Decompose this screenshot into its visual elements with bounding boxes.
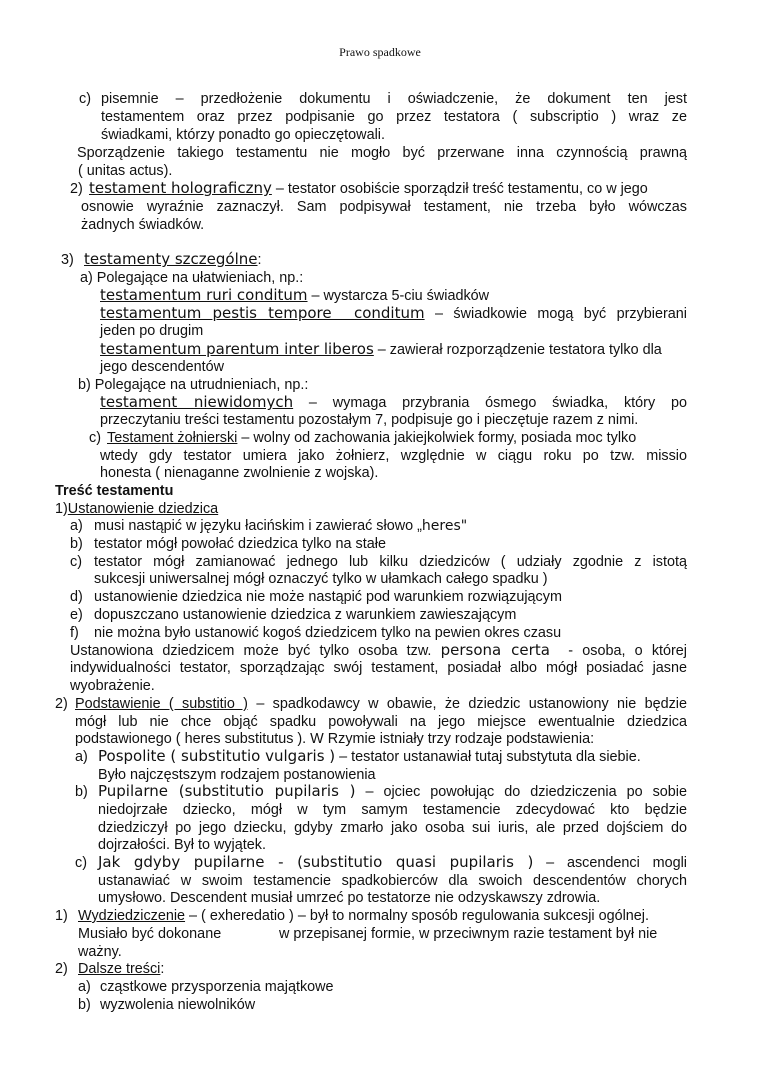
special-testament-line bbox=[107, 430, 636, 448]
item-label: d) bbox=[70, 589, 83, 605]
item-label: c) bbox=[70, 554, 82, 570]
subsection-heading bbox=[78, 961, 164, 979]
paragraph-line: honesta ( nienaganne zwolnienie z wojska). bbox=[100, 465, 379, 481]
paragraph-text: – świadkowie mogą być przybierani bbox=[424, 306, 687, 322]
term: Ustanowienie dziedzica bbox=[67, 501, 219, 517]
paragraph-line: jeden po drugim bbox=[100, 323, 204, 339]
term: Testament żołnierski bbox=[107, 430, 238, 446]
item-label: 2) bbox=[70, 181, 83, 197]
paragraph-line: testamentem oraz przez podpisanie go przez testatora ( subscriptio ) wraz ze bbox=[101, 109, 687, 125]
paragraph-text: – wystarcza 5-ciu świadków bbox=[307, 288, 490, 304]
list-item: testator mógł powołać dziedzica tylko na stałe bbox=[94, 536, 386, 552]
term: Jak gdyby pupilarne - (substitutio quasi pupilaris ) bbox=[98, 853, 534, 871]
list-item: testator mógł zamianować jednego lub kilku dziedziców ( udziały zgodnie z istotą bbox=[94, 554, 687, 570]
substitution-type-line bbox=[98, 783, 687, 802]
special-testament-line bbox=[100, 287, 489, 306]
item-label: a) bbox=[75, 749, 88, 765]
paragraph-line: podstawionego ( heres substitutus ). W Rzymie istniały trzy rodzaje podstawienia: bbox=[75, 731, 595, 747]
term: persona certa bbox=[440, 641, 550, 659]
paragraph-text: – testator ustanawiał tutaj substytuta dla siebie. bbox=[335, 749, 641, 765]
subheading: b) Polegające na utrudnieniach, np.: bbox=[78, 377, 309, 393]
section-heading bbox=[84, 251, 262, 270]
item-label: f) bbox=[70, 625, 79, 641]
item-label: 1) bbox=[55, 501, 68, 517]
subheading: a) Polegające na ułatwieniach, np.: bbox=[80, 270, 304, 286]
paragraph-line: świadkami, którzy ponadto go opieczętowali. bbox=[101, 127, 385, 143]
list-item: ustanowienie dziedzica nie może nastąpić pod warunkiem rozwiązującym bbox=[94, 589, 562, 605]
paragraph-line: sukcesji uniwersalnej mógł oznaczyć tylko w ułamkach całego spadku ) bbox=[94, 571, 548, 587]
item-label: c) bbox=[89, 430, 101, 446]
paragraph-text: – testator osobiście sporządził treść testamentu, co w jego bbox=[271, 181, 648, 197]
substitution-line bbox=[75, 696, 687, 714]
paragraph-line: dojrzałości. Był to wyjątek. bbox=[98, 837, 266, 853]
paragraph-text: – spadkodawcy w obawie, że dziedzic ustanowiony nie będzie bbox=[247, 696, 687, 712]
paragraph-line: dziedziczył po jego dziecku, gdyby zmarło jako osoba sui iuris, ale przed dojściem do bbox=[98, 820, 687, 836]
disinheritance-line bbox=[78, 908, 649, 926]
list-item: wyzwolenia niewolników bbox=[100, 997, 256, 1013]
list-item: dopuszczano ustanowienie dziedzica z warunkiem zawieszającym bbox=[94, 607, 517, 623]
paragraph-line: ważny. bbox=[78, 944, 122, 960]
term: testamentum ruri conditum bbox=[100, 286, 308, 304]
term: Pupilarne (substitutio pupilaris ) bbox=[98, 782, 356, 800]
holographic-testament-line bbox=[89, 180, 648, 199]
colon: : bbox=[160, 961, 165, 977]
paragraph-text: – wolny od zachowania jakiejkolwiek formy, posiada moc tylko bbox=[237, 430, 637, 446]
paragraph-text: – wymaga przybrania ósmego świadka, który po bbox=[293, 395, 687, 411]
item-label: c) bbox=[79, 91, 91, 107]
special-testament-line bbox=[100, 305, 687, 324]
special-testament-line bbox=[100, 394, 687, 413]
term: Podstawienie ( substitio ) bbox=[75, 696, 248, 712]
item-label: b) bbox=[78, 997, 91, 1013]
item-label: e) bbox=[70, 607, 83, 623]
paragraph-text: Ustanowiona dziedzicem może być tylko osoba tzw. bbox=[70, 643, 441, 659]
item-label: 2) bbox=[55, 696, 68, 712]
term: Wydziedziczenie bbox=[78, 908, 186, 924]
paragraph-text: – ojciec powołując do dziedziczenia po sobie bbox=[355, 784, 688, 800]
paragraph-line: jego descendentów bbox=[100, 359, 225, 375]
paragraph-line: wtedy gdy testator umiera jako żołnierz, względnie w ciągu roku po tzw. missio bbox=[100, 448, 687, 464]
term: testament niewidomych bbox=[100, 393, 294, 411]
item-label: c) bbox=[75, 855, 87, 871]
paragraph-line: indywidualności testator, sporządzając swój testament, posiadał albo mógł posiadać jasne bbox=[70, 660, 687, 676]
paragraph-line: ustanawiać w swoim testamencie spadkobierców dla swoich descendentów chorych bbox=[98, 873, 687, 889]
paragraph-line: osnowie wyraźnie zaznaczył. Sam podpisywał testament, nie trzeba było wówczas bbox=[81, 199, 687, 215]
paragraph-line: pisemnie – przedłożenie dokumentu i oświadczenie, że dokument ten jest bbox=[101, 91, 687, 107]
list-item: nie można było ustanowić kogoś dziedzicem tylko na pewien okres czasu bbox=[94, 625, 562, 641]
item-label: 3) bbox=[61, 252, 74, 268]
term: testamentum parentum inter liberos bbox=[100, 340, 374, 358]
paragraph-line: żadnych świadków. bbox=[81, 217, 205, 233]
special-testament-line bbox=[100, 341, 662, 360]
persona-certa-line bbox=[70, 642, 687, 661]
paragraph-line: Było najczęstszym rodzajem postanowienia bbox=[98, 767, 376, 783]
paragraph-text: – ( exheredatio ) – był to normalny sposób regulowania sukcesji ogólnej. bbox=[185, 908, 650, 924]
item-label: a) bbox=[70, 518, 83, 534]
list-item bbox=[94, 518, 467, 536]
item-label: b) bbox=[75, 784, 88, 800]
item-label: a) bbox=[78, 979, 91, 995]
paragraph-text: – ascendenci mogli bbox=[533, 855, 687, 871]
substitution-type-line bbox=[98, 854, 687, 873]
paragraph-text: musi nastąpić w języku łacińskim i zawierać słowo „ bbox=[94, 518, 422, 534]
term: Dalsze treści bbox=[78, 961, 161, 977]
term: testamenty szczególne bbox=[84, 250, 258, 268]
item-label: b) bbox=[70, 536, 83, 552]
term: heres" bbox=[421, 518, 468, 534]
subsection-heading bbox=[55, 501, 218, 519]
page-header: Prawo spadkowe bbox=[339, 45, 421, 59]
paragraph-line: mógł lub nie chce objąć spadku powoływali na jego miejsce ewentualnie dziedzica bbox=[75, 714, 687, 730]
term: testament holograficzny bbox=[89, 179, 272, 197]
paragraph-line: Musiało być dokonane bbox=[78, 926, 222, 942]
substitution-type-line bbox=[98, 748, 641, 767]
paragraph-line: w przepisanej formie, w przeciwnym razie testament był nie bbox=[279, 926, 658, 942]
paragraph-line: niedojrzałe dziecko, mógł w tym samym testamencie zdecydować kto będzie bbox=[98, 802, 687, 818]
list-item: cząstkowe przysporzenia majątkowe bbox=[100, 979, 334, 995]
term: testamentum pestis tempore conditum bbox=[100, 304, 425, 322]
paragraph-line: wyobrażenie. bbox=[70, 678, 155, 694]
paragraph-line: przeczytaniu treści testamentu pozostałym 7, podpisuje go i pieczętuje razem z nimi. bbox=[100, 412, 639, 428]
item-label: 2) bbox=[55, 961, 68, 977]
paragraph-line: umysłowo. Descendent musiał umrzeć po testatorze nie odzyskawszy zdrowia. bbox=[98, 890, 601, 906]
paragraph-line: Sporządzenie takiego testamentu nie mogło być przerwane inna czynnością prawną bbox=[77, 145, 687, 161]
paragraph-text: - osoba, o której bbox=[549, 643, 688, 659]
paragraph-line: ( unitas actus). bbox=[78, 163, 173, 179]
item-label: 1) bbox=[55, 908, 68, 924]
term: Pospolite ( substitutio vulgaris ) bbox=[98, 747, 336, 765]
colon: : bbox=[257, 252, 262, 268]
paragraph-text: – zawierał rozporządzenie testatora tylko dla bbox=[373, 342, 662, 358]
section-title: Treść testamentu bbox=[55, 483, 174, 499]
